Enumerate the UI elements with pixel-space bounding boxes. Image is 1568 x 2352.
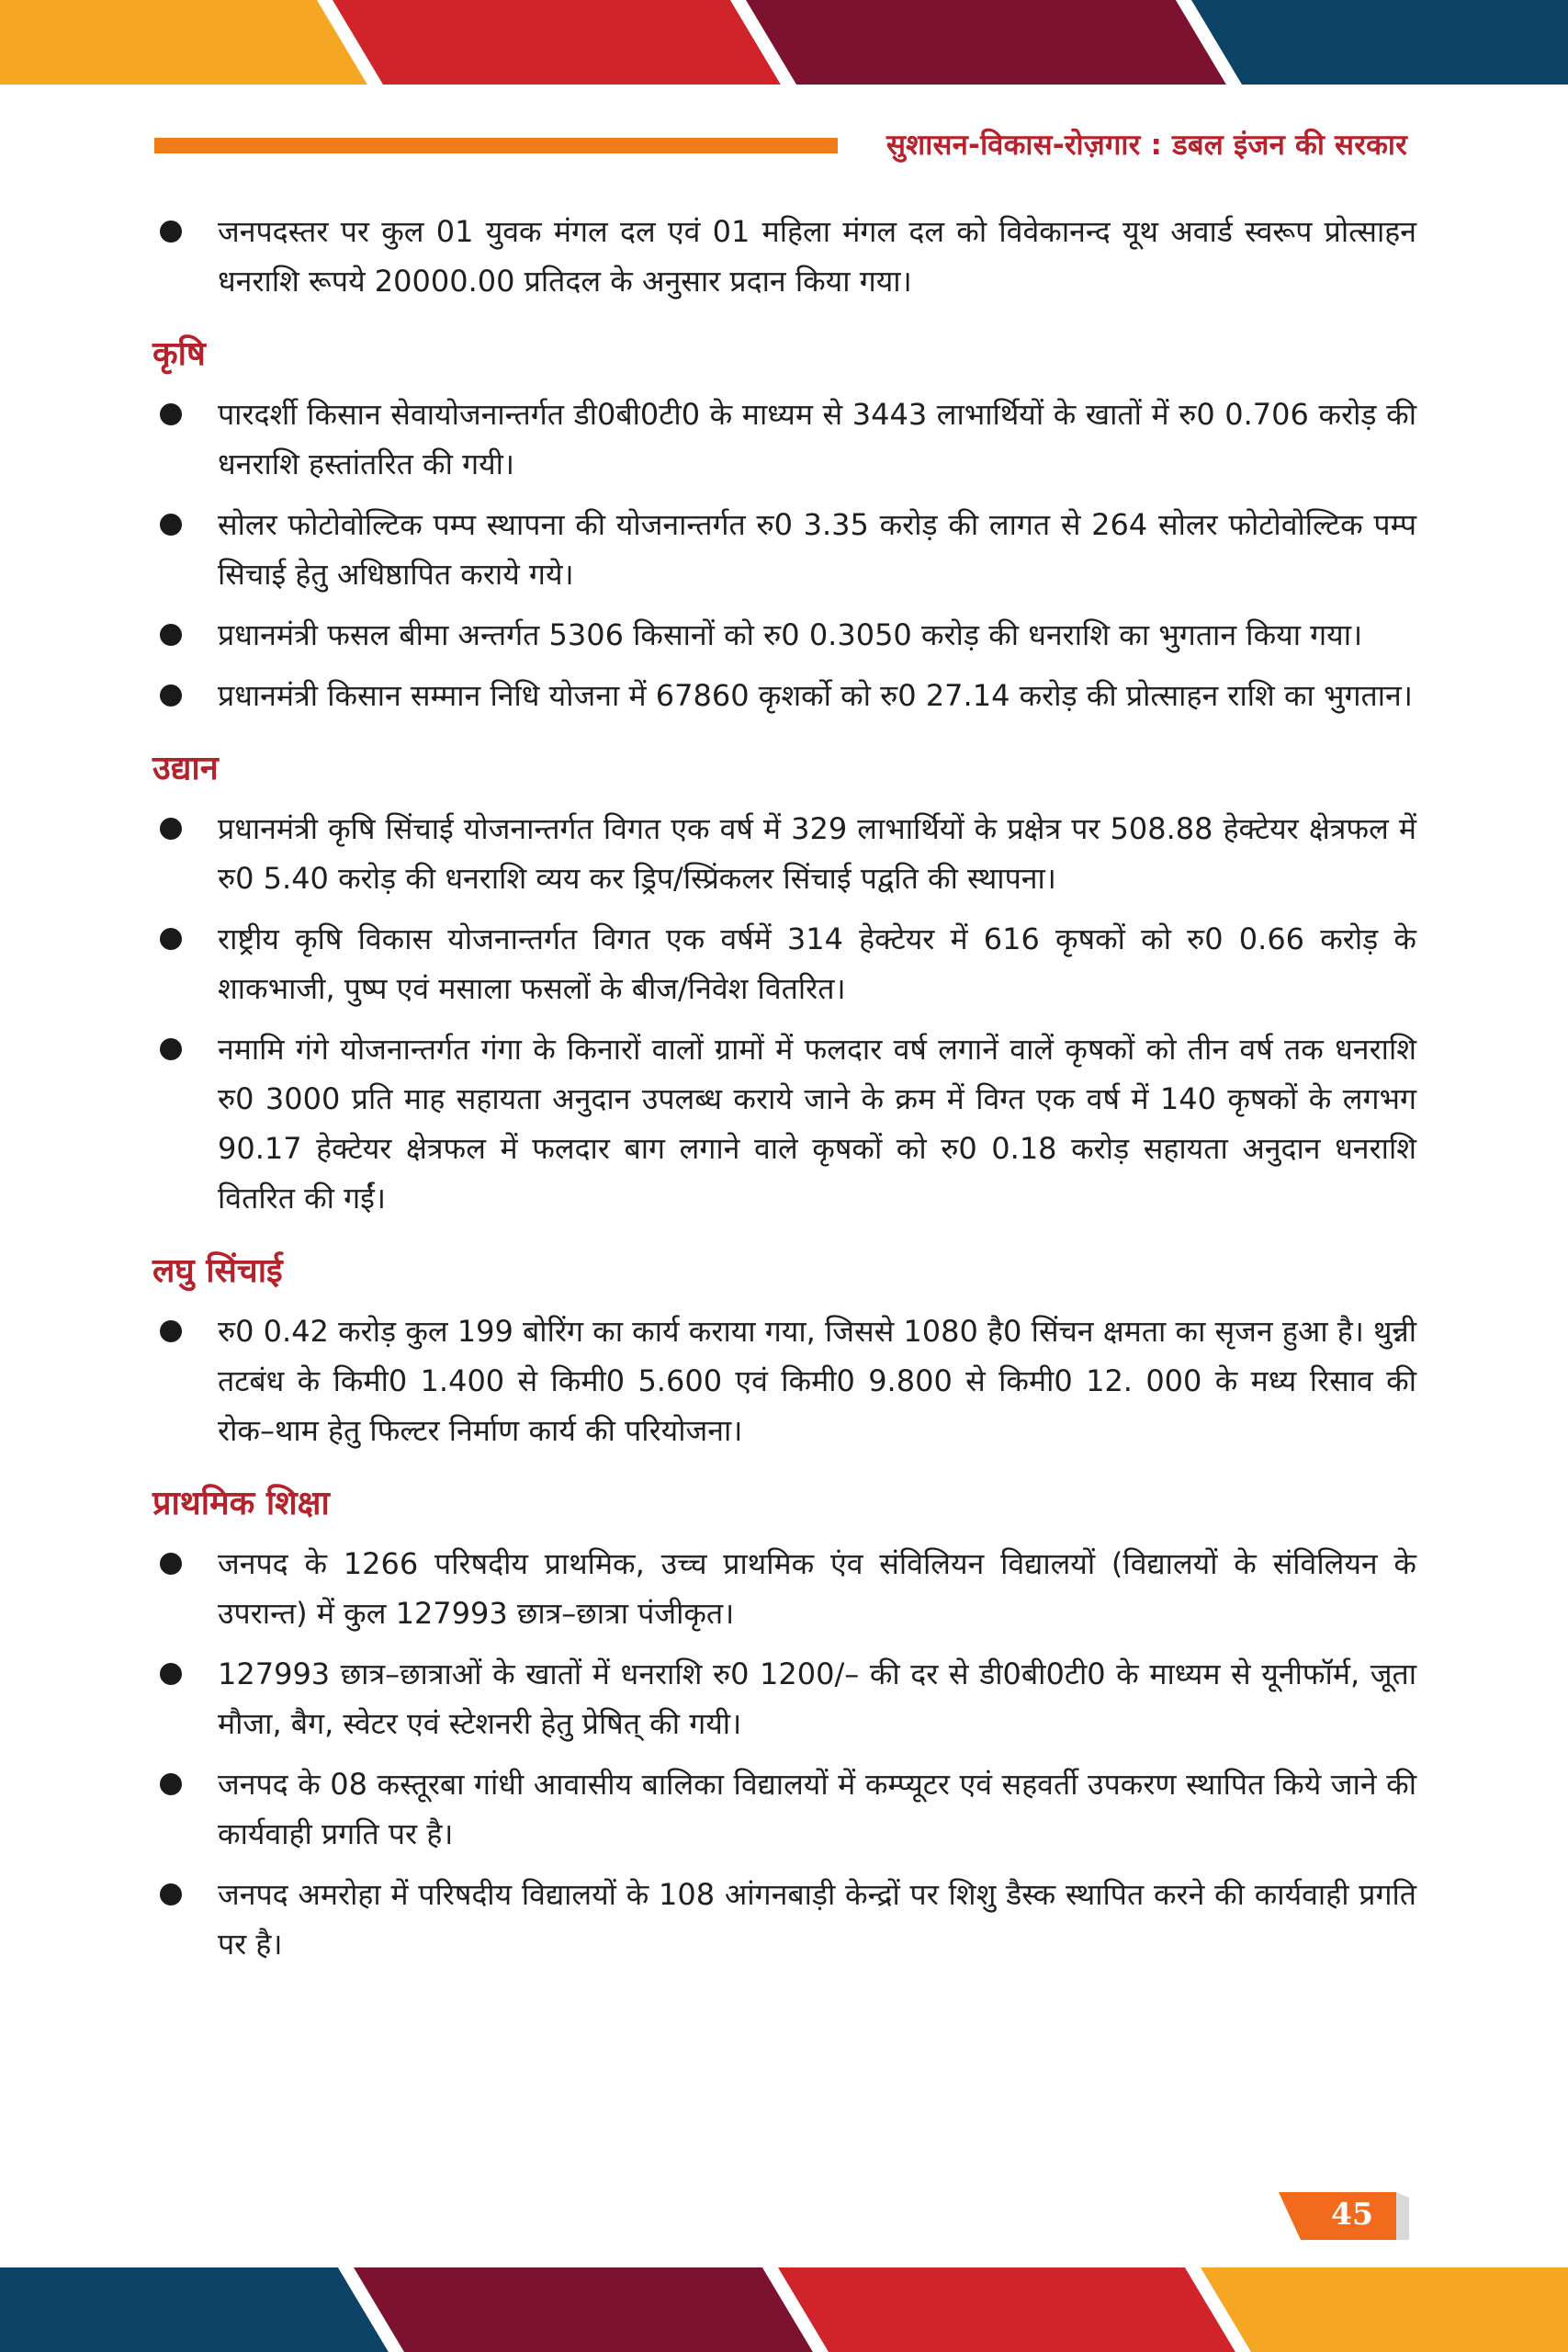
list-item [151,1759,1416,1859]
header-rule [154,138,838,153]
list-item-text: प्रधानमंत्री फसल बीमा अन्तर्गत 5306 किसानों को रु0 0.3050 करोड़ की धनराशि का भुगतान किया गया। [218,617,1363,652]
bullet-icon [160,514,182,536]
list-item-text: जनपद अमरोहा में परिषदीय विद्यालयों के 108 आंगनबाड़ी केन्द्रों पर शिशु डैस्क स्थापित करने की कार्यवाही प्रगति पर है। [218,1877,1416,1962]
list-item [151,671,1416,720]
list-item [151,1649,1416,1748]
bullet-icon [160,403,182,425]
bullet-icon [160,1320,182,1342]
bullet-icon [160,818,182,840]
list-item-text: नमामि गंगे योजनान्तर्गत गंगा के किनारों वालों ग्रामों में फलदार वर्ष लगानें वालें कृषकों को तीन वर्ष तक धनराशि रु0 3000 प्रति माह सहायता अनुदान उपलब्ध कराये जाने के क्रम में विग्त एक वर्ष में 140 कृषकों के लगभग 90.17 हेक्टेयर क्षेत्रफल में फलदार बाग लगाने वाले कृषकों को रु0 0.18 करोड़ सहायता अनुदान धनराशि वितरित की गईं। [218,1032,1416,1216]
list-item [151,500,1416,599]
list-item-text: जनपद के 08 कस्तूरबा गांधी आवासीय बालिका विद्यालयों में कम्प्यूटर एवं सहवर्ती उपकरण स्थापित किये जाने की कार्यवाही प्रगति पर है। [218,1767,1416,1851]
section-list [151,1539,1416,1969]
section-list [151,390,1416,720]
list-item-text: रु0 0.42 करोड़ कुल 199 बोरिंग का कार्य कराया गया, जिससे 1080 है0 सिंचन क्षमता का सृजन हुआ है। थुन्नी तटबंध के किमी0 1.400 से किमी0 5.600 एवं किमी0 9.800 से किमी0 12. 000 के मध्य रिसाव की रोक–थाम हेतु फिल्टर निर्माण कार्य की परियोजना। [218,1314,1416,1448]
list-item [151,1539,1416,1638]
bullet-icon [160,1663,182,1685]
section-title: प्राथमिक शिक्षा [152,1485,330,1522]
list-item [151,207,1416,306]
section-udyan [151,744,1416,1223]
section-list [151,1306,1416,1455]
list-item-text: पारदर्शी किसान सेवायोजनान्तर्गत डी0बी0टी0 के माध्यम से 3443 लाभार्थियों के खातों में रु0 0.706 करोड़ की धनराशि हस्तांतरित की गयी। [218,397,1416,481]
section-title: उद्यान [152,750,219,787]
top-decorative-band [0,0,1568,85]
list-item-text: जनपद के 1266 परिषदीय प्राथमिक, उच्च प्राथमिक एंव संविलियन विद्यालयों (विद्यालयों के संविलियन के उपरान्त) में कुल 127993 छात्र–छात्रा पंजीकृत। [218,1546,1416,1631]
list-item [151,804,1416,903]
bullet-icon [160,1883,182,1905]
section-prathmik-shiksha [151,1479,1416,1969]
section-list [151,804,1416,1223]
bullet-icon [160,684,182,707]
section-title: लघु सिंचाई [152,1252,283,1290]
list-item [151,610,1416,660]
list-item [151,390,1416,489]
list-item-text: प्रधानमंत्री किसान सम्मान निधि योजना में 67860 कृशर्को को रु0 27.14 करोड़ की प्रोत्साहन राशि का भुगतान। [218,678,1413,713]
list-item-text: राष्ट्रीय कृषि विकास योजनान्तर्गत विगत एक वर्षमें 314 हेक्टेयर में 616 कृषकों को रु0 0.66 करोड़ के शाकभाजी, पुष्प एवं मसाला फसलों के बीज/निवेश वितरित। [218,922,1416,1006]
section-title: कृषि [152,335,206,373]
page-number: 45 [1331,2196,1373,2232]
intro-list [151,207,1416,306]
section-laghu-sinchai [151,1247,1416,1455]
bullet-icon [160,624,182,646]
bullet-icon [160,1773,182,1795]
bullet-icon [160,1038,182,1060]
page-number-tab [1279,2192,1409,2240]
header-title: सुशासन-विकास-रोज़गार : डबल इंजन की सरकार [886,129,1407,162]
list-item [151,1306,1416,1455]
bullet-icon [160,220,182,243]
list-item-text: प्रधानमंत्री कृषि सिंचाई योजनान्तर्गत विगत एक वर्ष में 329 लाभार्थियों के प्रक्षेत्र पर 508.88 हेक्टेयर क्षेत्रफल में रु0 5.40 करोड़ की धनराशि व्यय कर ड्रिप/स्प्रिंकलर सिंचाई पद्वति की स्थापना। [218,811,1416,896]
bullet-icon [160,928,182,950]
bottom-decorative-band [0,2267,1568,2352]
list-item [151,914,1416,1013]
bullet-icon [160,1553,182,1575]
section-krishi [151,330,1416,720]
list-item [151,1024,1416,1223]
page-content [151,207,1416,1980]
list-item-text: सोलर फोटोवोल्टिक पम्प स्थापना की योजनान्तर्गत रु0 3.35 करोड़ की लागत से 264 सोलर फोटोवोल्टिक पम्प सिचाई हेतु अधिष्ठापित कराये गये। [218,507,1416,592]
list-item-text: 127993 छात्र–छात्राओं के खातों में धनराशि रु0 1200/– की दर से डी0बी0टी0 के माध्यम से यूनीफॉर्म, जूता मौजा, बैग, स्वेटर एवं स्टेशनरी हेतु प्रेषित् की गयी। [218,1657,1416,1741]
list-item [151,1870,1416,1969]
list-item-text: जनपदस्तर पर कुल 01 युवक मंगल दल एवं 01 महिला मंगल दल को विवेकानन्द यूथ अवार्ड स्वरूप प्रोत्साहन धनराशि रूपये 20000.00 प्रतिदल के अनुसार प्रदान किया गया। [218,214,1416,299]
